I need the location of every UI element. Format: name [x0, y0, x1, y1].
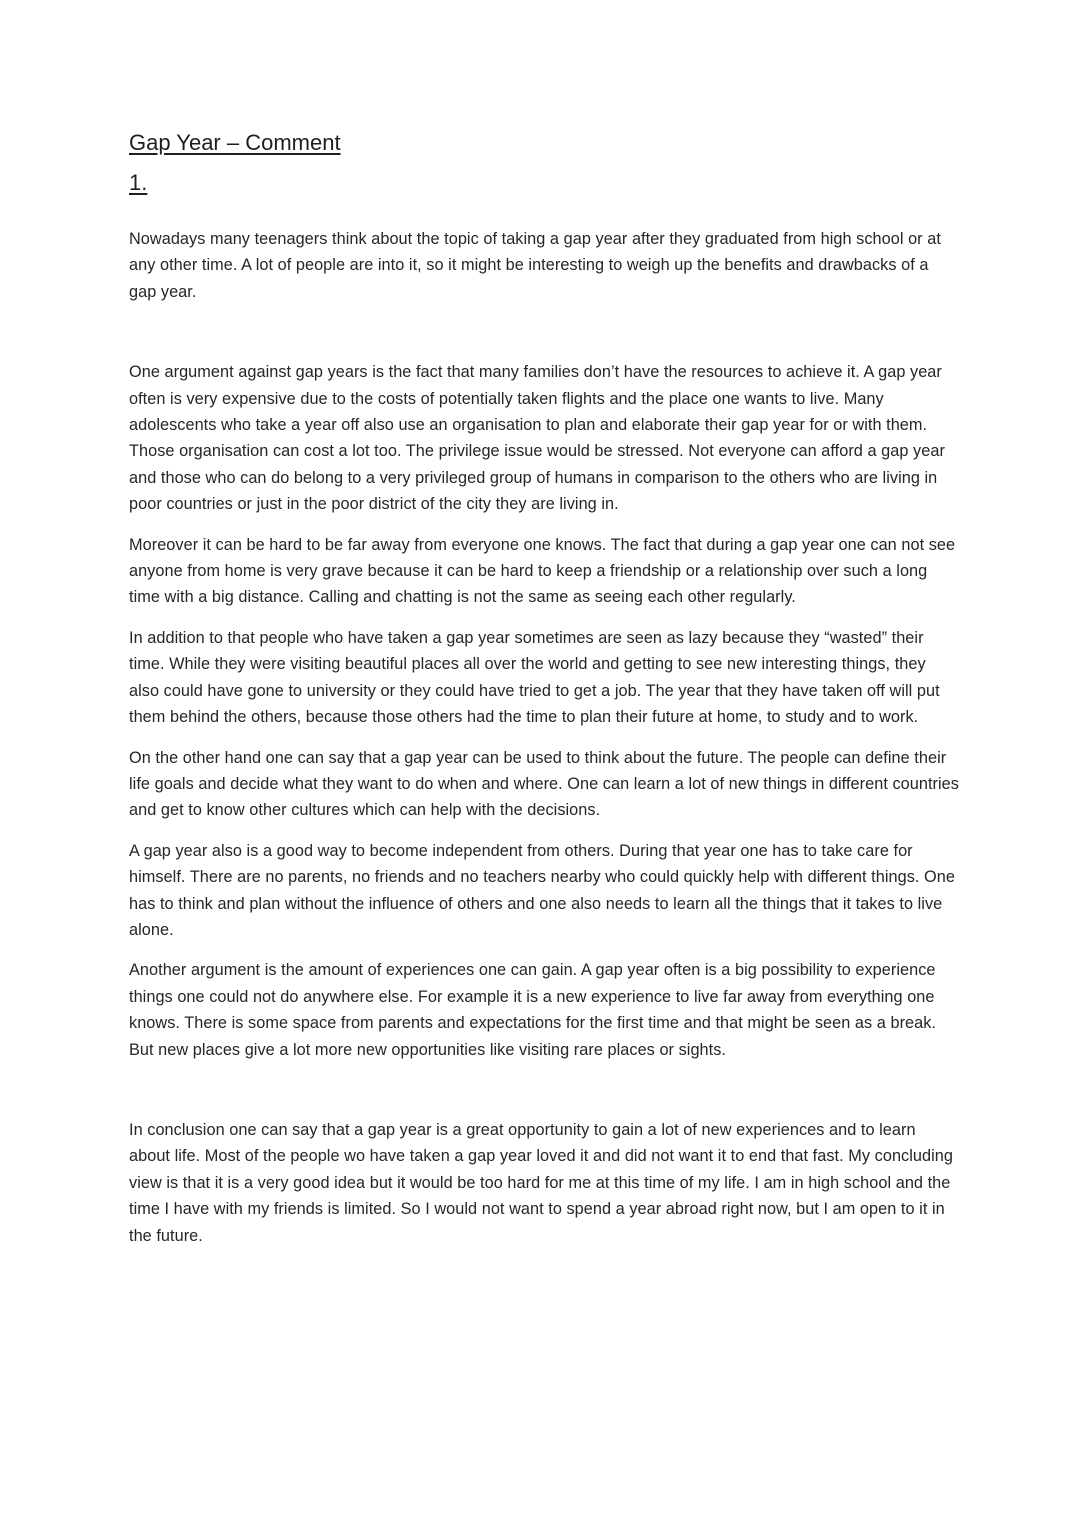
paragraph-argument-3: In addition to that people who have taken a gap year sometimes are seen as lazy because they “wasted” their time. While they were visiting beautiful places all over the world and getting to see new interesting things, they also could have gone to university or they could have tried to get a job. The year that they have taken off will put them behind the others, because those others had the time to plan their future at home, to study and to work.	[129, 628, 940, 727]
document-body	[129, 128, 959, 1249]
paragraph-intro: Nowadays many teenagers think about the topic of taking a gap year after they graduated from high school or at any other time. A lot of people are into it, so it might be interesting to weigh up the benefits and drawbacks of a gap year.	[129, 230, 941, 301]
paragraph-argument-1: One argument against gap years is the fact that many families don’t have the resources to achieve it. A gap year often is very expensive due to the costs of potentially taken flights and the place one wants to live. Many adolescents who take a year off also use an organisation to plan and elaborate their gap year for or with them. Those organisation can cost a lot too. The privilege issue would be stressed. Not everyone can afford a gap year and those who can do belong to a very privileged group of humans in comparison to the others who are living in poor countries or just in the poor district of the city they are living in.	[129, 363, 945, 514]
paragraph-argument-2: Moreover it can be hard to be far away from everyone one knows. The fact that during a gap year one can not see anyone from home is very grave because it can be hard to keep a friendship or a relationship over such a long time with a big distance. Calling and chatting is not the same as seeing each other regularly.	[129, 535, 956, 607]
paragraph-argument-4: On the other hand one can say that a gap year can be used to think about the future. The people can define their life goals and decide what they want to do when and where. One can learn a lot of new things in different countries and get to know other cultures which can help with the decisions.	[129, 748, 959, 820]
document-title: Gap Year – Comment	[129, 130, 341, 155]
paragraph-conclusion: In conclusion one can say that a gap year is a great opportunity to gain a lot of new experiences and to learn about life. Most of the people wo have taken a gap year loved it and did not want it to end that fast. My concluding view is that it is a very good idea but it would be too hard for me at this time of my life. I am in high school and the time I have with my friends is limited. So I would not want to spend a year abroad right now, but I am open to it in the future.	[129, 1120, 953, 1245]
paragraph-argument-5: A gap year also is a good way to become independent from others. During that year one has to take care for himself. There are no parents, no friends and no teachers nearby who could quickly help with different things. One has to think and plan without the influence of others and one also needs to learn all the things that it takes to live alone.	[129, 841, 955, 939]
paragraph-argument-6: Another argument is the amount of experiences one can gain. A gap year often is a big possibility to experience things one could not do anywhere else. For example it is a new experience to live far away from everything one knows. There is some space from parents and expectations for the first time and that might be seen as a break. But new places give a lot more new opportunities like visiting rare places or sights.	[129, 961, 937, 1059]
section-number: 1.	[129, 170, 148, 195]
